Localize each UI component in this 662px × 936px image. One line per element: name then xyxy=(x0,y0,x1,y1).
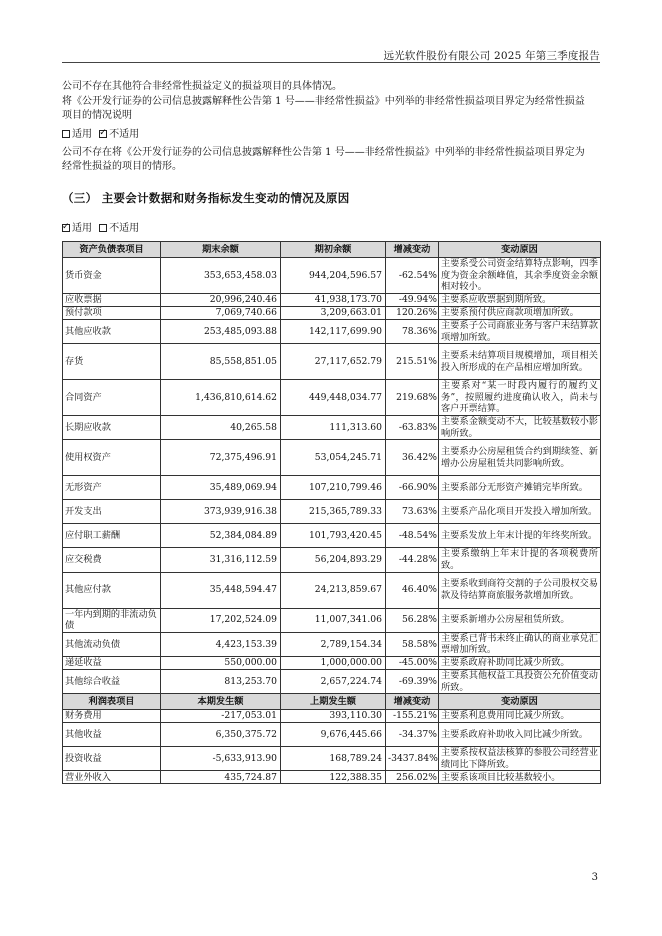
item-cell: 营业外收入 xyxy=(63,771,161,784)
prior-value-cell: 122,388.35 xyxy=(281,771,386,784)
table-row xyxy=(63,747,601,771)
reason-cell: 主要系该项目比较基数较小。 xyxy=(439,771,601,784)
table-row xyxy=(63,656,601,669)
item-cell: 使用权资产 xyxy=(63,440,161,476)
prior-value-cell: 24,213,859.67 xyxy=(281,572,386,608)
paragraph-other-items: 公司不存在其他符合非经常性损益定义的损益项目的具体情况。 xyxy=(62,81,342,92)
item-cell: 一年内到期的非流动负债 xyxy=(63,608,161,632)
item-cell: 长期应收款 xyxy=(63,416,161,440)
applicability-option-1: 适用 ✓ 不适用 xyxy=(62,128,602,142)
item-cell: 货币资金 xyxy=(63,258,161,294)
change-percent-cell: -3437.84% xyxy=(386,747,439,771)
change-percent-cell: -63.83% xyxy=(386,416,439,440)
reason-cell: 主要系办公房屋租赁合约到期续签、新增办公房屋租赁共同影响所致。 xyxy=(439,440,601,476)
reason-cell: 主要系子公司商旅业务与客户未结算款项增加所致。 xyxy=(439,320,601,344)
header-cell: 期末余额 xyxy=(161,242,281,258)
table-row xyxy=(63,524,601,548)
reason-cell: 主要系政府补助收入同比减少所致。 xyxy=(439,723,601,747)
change-percent-cell: 58.58% xyxy=(386,632,439,656)
change-percent-cell: 219.68% xyxy=(386,380,439,416)
item-cell: 应交税费 xyxy=(63,548,161,572)
change-percent-cell: 120.26% xyxy=(386,307,439,320)
current-value-cell: 40,265.58 xyxy=(161,416,281,440)
financial-changes-table xyxy=(62,241,601,784)
change-percent-cell: -62.54% xyxy=(386,258,439,294)
prior-value-cell: 2,789,154.34 xyxy=(281,632,386,656)
current-value-cell: 253,485,093.88 xyxy=(161,320,281,344)
change-percent-cell: -48.54% xyxy=(386,524,439,548)
prior-value-cell: 449,448,034.77 xyxy=(281,380,386,416)
table-row xyxy=(63,669,601,693)
reason-cell: 主要系部分无形资产摊销完毕所致。 xyxy=(439,476,601,500)
change-percent-cell: -44.28% xyxy=(386,548,439,572)
report-header-title: 远光软件股份有限公司 2025 年第三季度报告 xyxy=(383,50,600,62)
change-percent-cell: 46.40% xyxy=(386,572,439,608)
change-percent-cell: -69.39% xyxy=(386,669,439,693)
current-value-cell: 20,996,240.46 xyxy=(161,294,281,307)
item-cell: 其他流动负债 xyxy=(63,632,161,656)
prior-value-cell: 41,938,173.70 xyxy=(281,294,386,307)
change-percent-cell: -34.37% xyxy=(386,723,439,747)
current-value-cell: 550,000.00 xyxy=(161,656,281,669)
current-value-cell: 813,253.70 xyxy=(161,669,281,693)
reason-cell: 主要系未结算项目规模增加，项目相关投入所形成的在产品相应增加所致。 xyxy=(439,344,601,380)
reason-cell: 主要系受公司资金结算特点影响，四季度为资金余额峰值，其余季度资金余额相对较小。 xyxy=(439,258,601,294)
change-percent-cell: -49.94% xyxy=(386,294,439,307)
table-row xyxy=(63,416,601,440)
checkbox-unchecked-icon xyxy=(99,224,107,232)
table-row xyxy=(63,548,601,572)
current-value-cell: 373,939,916.38 xyxy=(161,500,281,524)
header-cell: 期初余额 xyxy=(281,242,386,258)
prior-value-cell: 27,117,652.79 xyxy=(281,344,386,380)
item-cell: 其他应付款 xyxy=(63,572,161,608)
prior-value-cell: 53,054,245.71 xyxy=(281,440,386,476)
current-value-cell: 7,069,740.66 xyxy=(161,307,281,320)
reason-cell: 主要系应收票据到期所致。 xyxy=(439,294,601,307)
table-row xyxy=(63,380,601,416)
prior-value-cell: 215,365,789.33 xyxy=(281,500,386,524)
reason-cell: 主要系收到商符交割的子公司股权交易款及待结算商旅服务款增加所致。 xyxy=(439,572,601,608)
header-cell: 变动原因 xyxy=(439,694,601,710)
current-value-cell: -5,633,913.90 xyxy=(161,747,281,771)
header-cell: 增减变动 xyxy=(386,694,439,710)
table-row xyxy=(63,572,601,608)
item-cell: 无形资产 xyxy=(63,476,161,500)
section-title: （三） 主要会计数据和财务指标发生变动的情况及原因 xyxy=(62,191,350,205)
reason-cell: 主要系发放上年末计提的年终奖所致。 xyxy=(439,524,601,548)
table-row xyxy=(63,476,601,500)
reason-cell: 主要系缴纳上年末计提的各项税费所致。 xyxy=(439,548,601,572)
change-percent-cell: 256.02% xyxy=(386,771,439,784)
reason-cell: 主要系利息费用同比减少所致。 xyxy=(439,710,601,723)
reason-cell: 主要系对“某一时段内履行的履约义务”，按照履约进度确认收入，尚未与客户开票结算。 xyxy=(439,380,601,416)
header-cell: 本期发生额 xyxy=(161,694,281,710)
prior-value-cell: 168,789.24 xyxy=(281,747,386,771)
current-value-cell: 435,724.87 xyxy=(161,771,281,784)
item-cell: 投资收益 xyxy=(63,747,161,771)
header-cell: 变动原因 xyxy=(439,242,601,258)
current-value-cell: 17,202,524.09 xyxy=(161,608,281,632)
applicability-option-2: ✓适用 不适用 xyxy=(62,222,602,236)
prior-value-cell: 3,209,663.01 xyxy=(281,307,386,320)
checkbox-checked-icon xyxy=(62,224,70,232)
prior-value-cell: 2,657,224.74 xyxy=(281,669,386,693)
table-row xyxy=(63,344,601,380)
item-cell: 合同资产 xyxy=(63,380,161,416)
reason-cell: 主要系产品化项目开发投入增加所致。 xyxy=(439,500,601,524)
change-percent-cell: 36.42% xyxy=(386,440,439,476)
change-percent-cell: 78.36% xyxy=(386,320,439,344)
item-cell: 其他综合收益 xyxy=(63,669,161,693)
prior-value-cell: 1,000,000.00 xyxy=(281,656,386,669)
table-row xyxy=(63,320,601,344)
current-value-cell: 1,436,810,614.62 xyxy=(161,380,281,416)
prior-value-cell: 944,204,596.57 xyxy=(281,258,386,294)
current-value-cell: -217,053.01 xyxy=(161,710,281,723)
item-cell: 应收票据 xyxy=(63,294,161,307)
prior-value-cell: 101,793,420.45 xyxy=(281,524,386,548)
current-value-cell: 31,316,112.59 xyxy=(161,548,281,572)
change-percent-cell: -45.00% xyxy=(386,656,439,669)
item-cell: 存货 xyxy=(63,344,161,380)
current-value-cell: 6,350,375.72 xyxy=(161,723,281,747)
table-row xyxy=(63,771,601,784)
item-cell: 应付职工薪酬 xyxy=(63,524,161,548)
reason-cell: 主要系其他权益工具投资公允价值变动所致。 xyxy=(439,669,601,693)
header-cell: 利润表项目 xyxy=(63,694,161,710)
prior-value-cell: 56,204,893.29 xyxy=(281,548,386,572)
checkbox-unchecked-icon xyxy=(62,130,70,138)
item-cell: 开发支出 xyxy=(63,500,161,524)
prior-value-cell: 393,110.30 xyxy=(281,710,386,723)
checkbox-checked-icon xyxy=(99,130,107,138)
current-value-cell: 85,558,851.05 xyxy=(161,344,281,380)
reason-cell: 主要系政府补助同比减少所致。 xyxy=(439,656,601,669)
table-row xyxy=(63,632,601,656)
item-cell: 递延收益 xyxy=(63,656,161,669)
current-value-cell: 72,375,496.91 xyxy=(161,440,281,476)
table-row xyxy=(63,710,601,723)
prior-value-cell: 11,007,341.06 xyxy=(281,608,386,632)
header-cell: 上期发生额 xyxy=(281,694,386,710)
current-value-cell: 353,653,458.03 xyxy=(161,258,281,294)
prior-value-cell: 111,313.60 xyxy=(281,416,386,440)
item-cell: 财务费用 xyxy=(63,710,161,723)
change-percent-cell: -155.21% xyxy=(386,710,439,723)
table-row xyxy=(63,608,601,632)
change-percent-cell: -66.90% xyxy=(386,476,439,500)
table-row xyxy=(63,307,601,320)
table-row xyxy=(63,294,601,307)
balance-sheet-header-row xyxy=(63,242,601,258)
reason-cell: 主要系预付供应商款项增加所致。 xyxy=(439,307,601,320)
header-cell: 增减变动 xyxy=(386,242,439,258)
current-value-cell: 35,489,069.94 xyxy=(161,476,281,500)
current-value-cell: 35,448,594.47 xyxy=(161,572,281,608)
paragraph-explanation: 将《公开发行证券的公司信息披露解释性公告第 1 号——非经常性损益》中列举的非经常性损益项目界定为经常性损益项目的情况说明 xyxy=(62,96,585,121)
table-row xyxy=(63,723,601,747)
income-statement-header-row xyxy=(63,694,601,710)
item-cell: 其他收益 xyxy=(63,723,161,747)
prior-value-cell: 107,210,799.46 xyxy=(281,476,386,500)
reason-cell: 主要系金额变动不大，比较基数较小影响所致。 xyxy=(439,416,601,440)
current-value-cell: 4,423,153.39 xyxy=(161,632,281,656)
reason-cell: 主要系已背书未终止确认的商业承兑汇票增加所致。 xyxy=(439,632,601,656)
page-number: 3 xyxy=(591,872,598,883)
prior-value-cell: 9,676,445.66 xyxy=(281,723,386,747)
change-percent-cell: 73.63% xyxy=(386,500,439,524)
prior-value-cell: 142,117,699.90 xyxy=(281,320,386,344)
item-cell: 其他应收款 xyxy=(63,320,161,344)
header-cell: 资产负债表项目 xyxy=(63,242,161,258)
table-row xyxy=(63,258,601,294)
item-cell: 预付款项 xyxy=(63,307,161,320)
header-divider xyxy=(62,62,600,63)
paragraph-no-reclassification: 公司不存在将《公开发行证券的公司信息披露解释性公告第 1 号——非经常性损益》中列举的非经常性损益项目界定为经常性损益的项目的情形。 xyxy=(62,147,585,172)
table-row xyxy=(63,440,601,476)
table-row xyxy=(63,500,601,524)
reason-cell: 主要系按权益法核算的参股公司经营业绩同比下降所致。 xyxy=(439,747,601,771)
change-percent-cell: 215.51% xyxy=(386,344,439,380)
change-percent-cell: 56.28% xyxy=(386,608,439,632)
reason-cell: 主要系新增办公房屋租赁所致。 xyxy=(439,608,601,632)
current-value-cell: 52,384,084.89 xyxy=(161,524,281,548)
